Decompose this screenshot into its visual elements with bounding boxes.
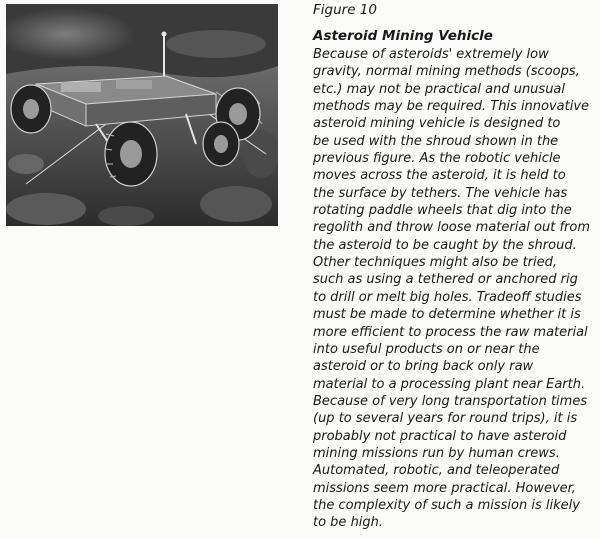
body-line: the asteroid to be caught by the shroud. <box>313 237 577 253</box>
body-line: to be high. <box>313 515 384 531</box>
body-line: be used with the shroud shown in the <box>313 133 559 149</box>
body-line: regolith and throw loose material out from <box>313 220 591 236</box>
body-line: methods may be required. This innovative <box>313 99 590 115</box>
body-line: Because of very long transportation times <box>313 393 588 409</box>
body-line: gravity, normal mining methods (scoops, <box>313 64 580 80</box>
body-line: previous figure. As the robotic vehicle <box>313 151 561 167</box>
figure-caption <box>313 2 595 532</box>
body-line: such as using a tethered or anchored rig <box>313 272 578 288</box>
asteroid-mining-vehicle-illustration <box>6 4 278 226</box>
body-line: etc.) may not be practical and unusual <box>313 81 566 97</box>
body-line: must be made to determine whether it is <box>313 307 581 323</box>
body-line: the complexity of such a mission is likely <box>313 497 580 513</box>
figure-label: Figure 10 <box>313 2 377 18</box>
body-line: (up to several years for round trips), it is <box>313 411 578 427</box>
body-line: rotating paddle wheels that dig into the <box>313 203 572 219</box>
body-line: missions seem more practical. However, <box>313 480 576 496</box>
figure-body <box>313 46 595 532</box>
body-line: material to a processing plant near Earth. <box>313 376 586 392</box>
body-line: asteroid mining vehicle is designed to <box>313 116 561 132</box>
body-line: to drill or melt big holes. Tradeoff studies <box>313 289 582 305</box>
body-line: more efficient to process the raw material <box>313 324 588 340</box>
body-line: asteroid or to bring back only raw <box>313 359 534 375</box>
body-line: the surface by tethers. The vehicle has <box>313 185 568 201</box>
body-line: probably not practical to have asteroid <box>313 428 567 444</box>
body-line: into useful products on or near the <box>313 341 540 357</box>
body-line: Because of asteroids' extremely low <box>313 47 549 62</box>
body-line: Other techniques might also be tried, <box>313 255 558 271</box>
body-line: moves across the asteroid, it is held to <box>313 168 566 184</box>
body-line: mining missions run by human crews. <box>313 445 560 461</box>
figure-title: Asteroid Mining Vehicle <box>313 28 493 44</box>
body-line: Automated, robotic, and teleoperated <box>313 463 560 479</box>
